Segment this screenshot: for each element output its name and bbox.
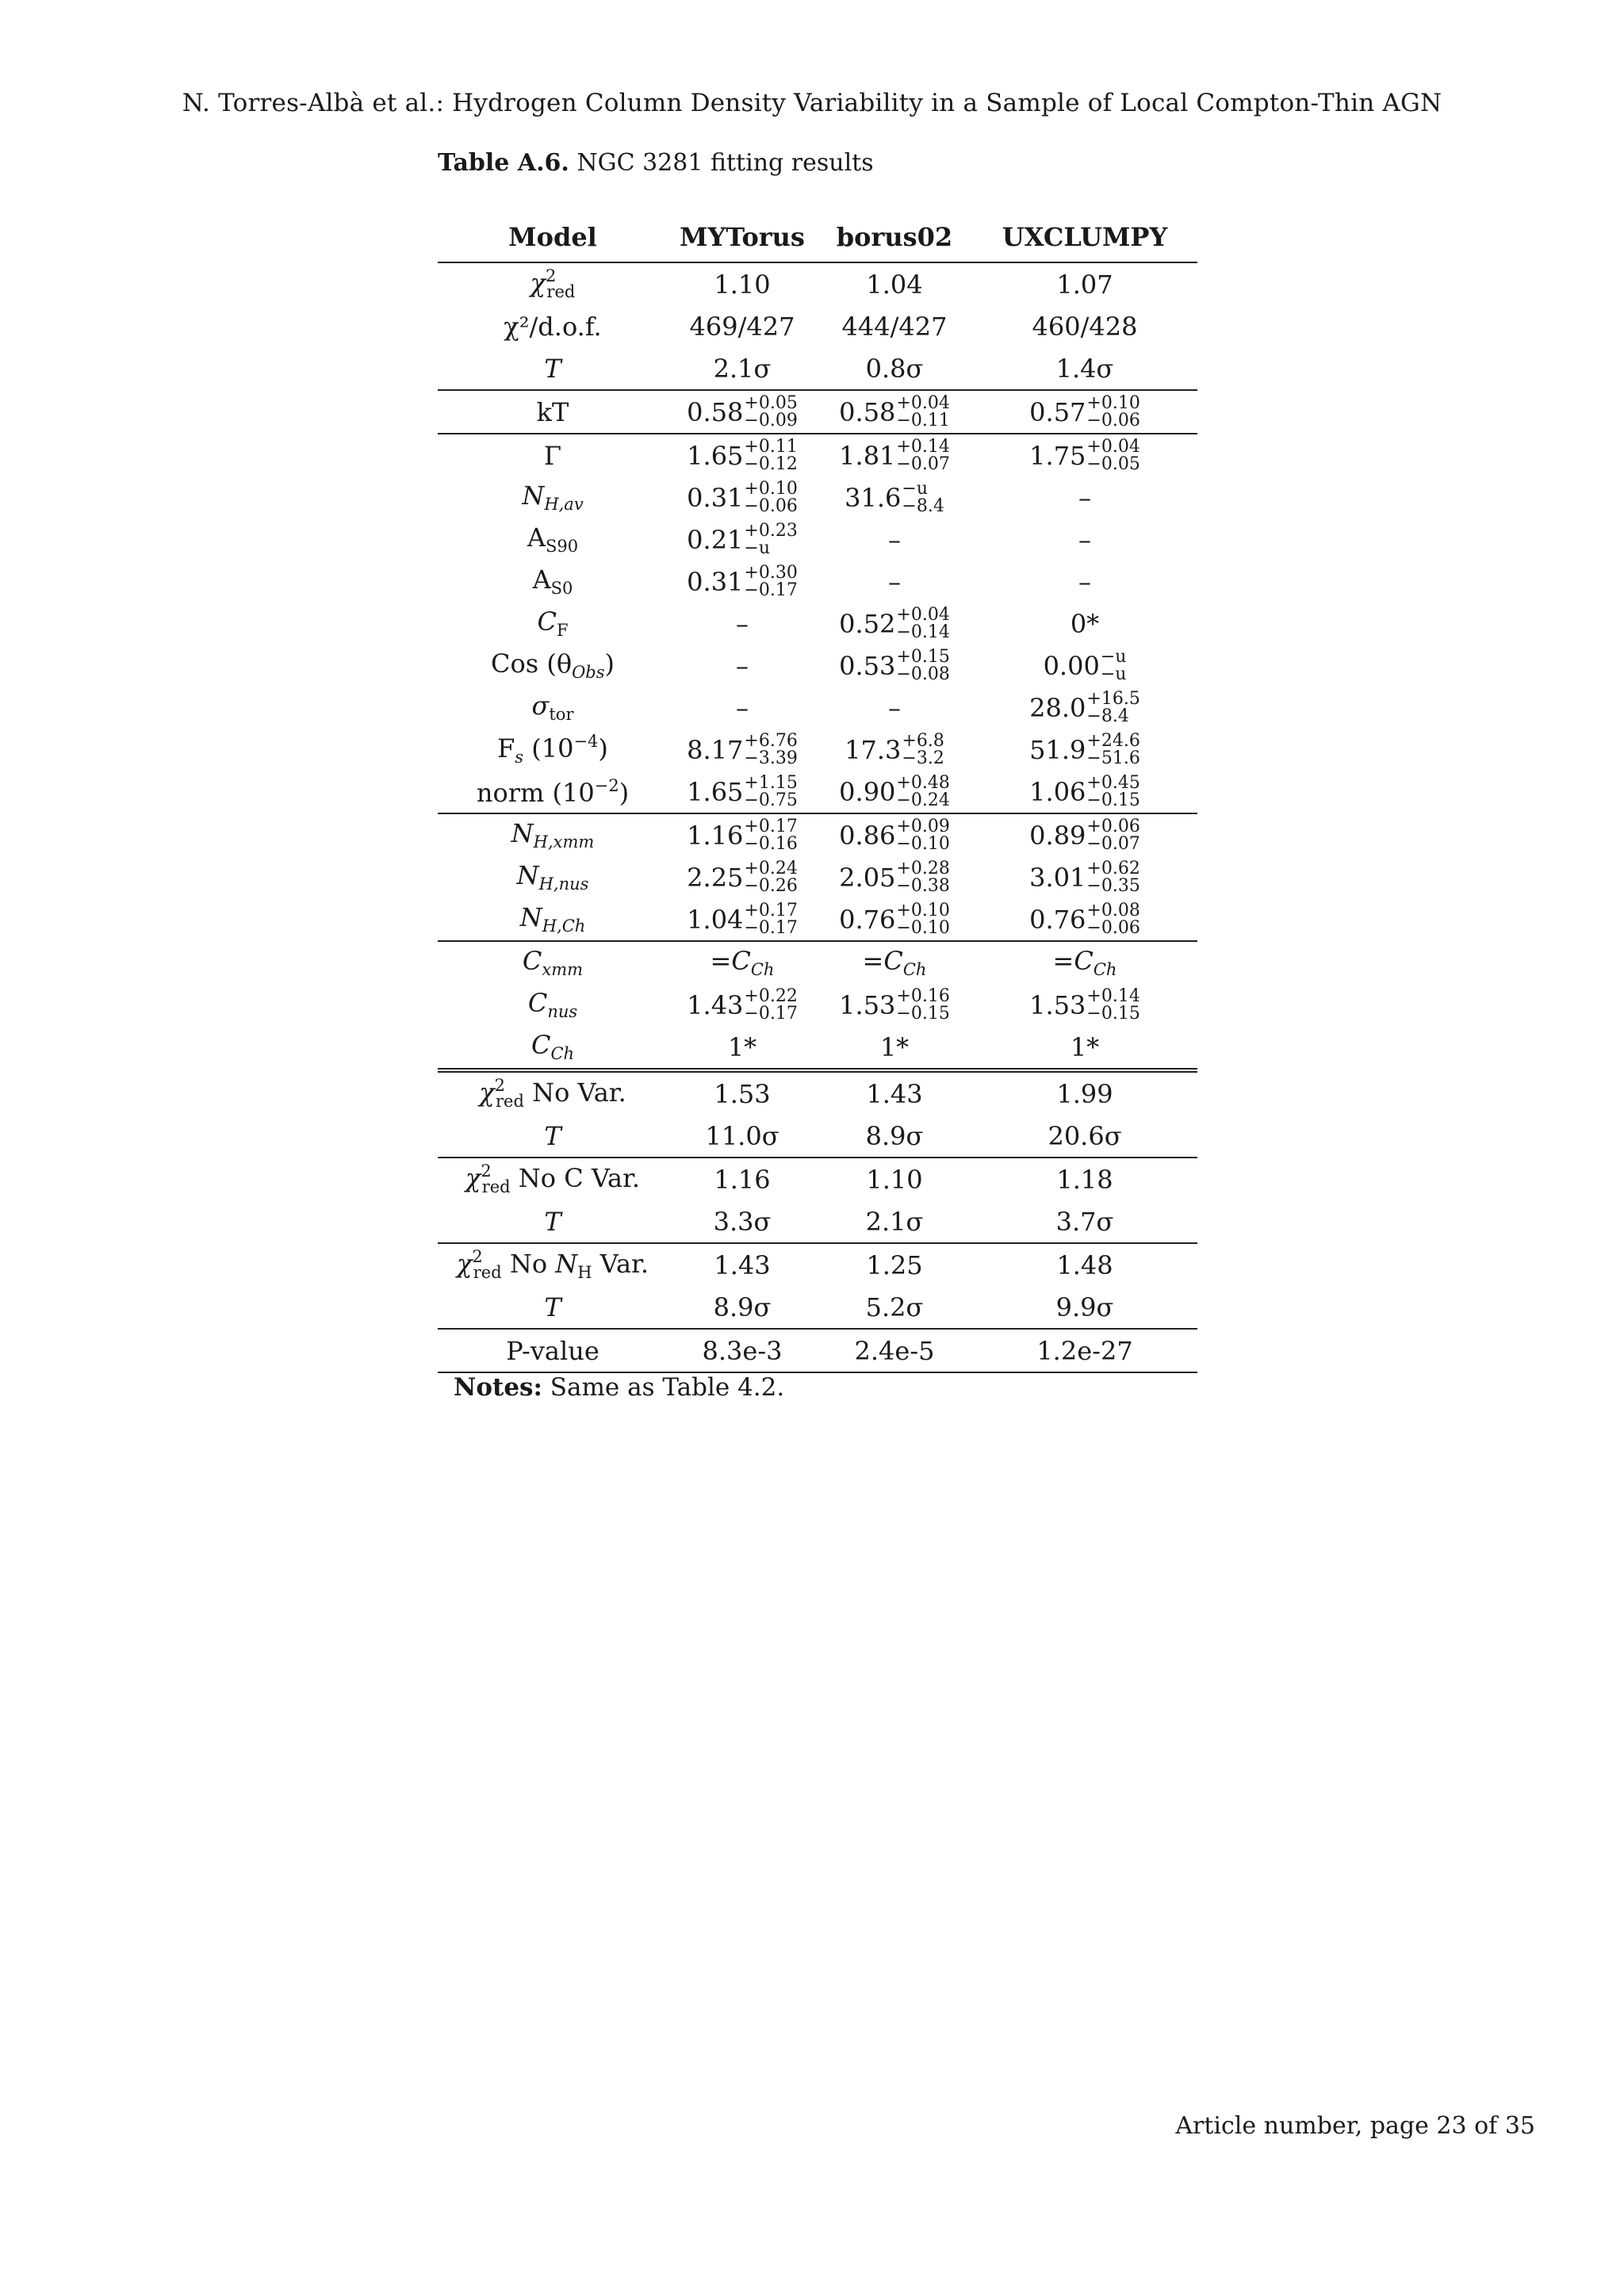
cell <box>817 729 972 771</box>
cell: 1.07 <box>1056 269 1113 300</box>
table-row <box>438 1286 1197 1329</box>
cell <box>668 898 817 941</box>
row-label: $N_{H,xmm}$ <box>438 813 668 856</box>
table-row <box>438 1026 1197 1070</box>
table-row <box>438 561 1197 603</box>
cell: 1.10 <box>714 269 771 300</box>
table-row <box>438 687 1197 729</box>
cell <box>972 771 1197 813</box>
value-with-errors: 0.21 +0.23 −u <box>687 520 798 558</box>
row-label: $\chi^2_{red}$ <box>530 266 576 301</box>
table-row <box>438 1158 1197 1200</box>
table-row <box>438 519 1197 561</box>
value-with-errors: 17.3 +6.8 −3.2 <box>845 730 944 768</box>
cell: 1.04 <box>866 269 923 300</box>
value-with-errors: 3.01 +0.62 −0.35 <box>1029 858 1140 896</box>
row-label: kT <box>438 390 668 434</box>
cell: – <box>736 650 749 681</box>
cell <box>972 813 1197 856</box>
row-label: $\sigma_{tor}$ <box>531 690 574 724</box>
row-label: $C_{xmm}$ <box>438 941 668 984</box>
cell <box>668 813 817 856</box>
cell <box>817 476 972 519</box>
cell <box>668 434 817 476</box>
cell <box>817 771 972 813</box>
cell: 1.16 <box>668 1158 817 1200</box>
table-row <box>438 771 1197 813</box>
row-label: T <box>544 1206 561 1237</box>
value-with-errors: 0.57 +0.10 −0.06 <box>1029 392 1140 430</box>
row-label: $C_F$ <box>537 606 569 640</box>
cell: 469/427 <box>689 311 795 342</box>
value-with-errors: 0.31 +0.30 −0.17 <box>687 562 798 600</box>
value-with-errors: 1.65 +1.15 −0.75 <box>687 772 798 810</box>
cell <box>817 856 972 898</box>
value-with-errors: 1.16 +0.17 −0.16 <box>687 816 798 854</box>
cell: 8.3e-3 <box>668 1329 817 1372</box>
table-row <box>438 898 1197 941</box>
cell <box>817 813 972 856</box>
value-with-errors: 0.76 +0.10 −0.10 <box>839 900 950 938</box>
cell: – <box>1078 524 1091 555</box>
table-row <box>438 941 1197 984</box>
cell <box>817 898 972 941</box>
cell <box>972 856 1197 898</box>
cell: 1.10 <box>817 1158 972 1200</box>
row-label: $C_{nus}$ <box>527 987 578 1021</box>
cell: – <box>736 608 749 639</box>
notes-label: Notes: <box>454 1373 542 1402</box>
cell: 11.0σ <box>705 1120 779 1151</box>
table-notes <box>454 1373 784 1402</box>
value-with-errors: 28.0 +16.5 −8.4 <box>1029 688 1140 726</box>
cell <box>972 687 1197 729</box>
cell <box>972 645 1197 687</box>
cell: 1.43 <box>817 1070 972 1115</box>
value-with-errors: 8.17 +6.76 −3.39 <box>687 730 798 768</box>
cell: 3.7σ <box>1055 1206 1114 1237</box>
table-row <box>438 729 1197 771</box>
value-with-errors: 2.05 +0.28 −0.38 <box>839 858 950 896</box>
cell: 1.2e-27 <box>972 1329 1197 1372</box>
value-with-errors: 0.89 +0.06 −0.07 <box>1029 816 1140 854</box>
cell: 9.9σ <box>1055 1292 1114 1322</box>
row-label: $C_{Ch}$ <box>530 1029 575 1063</box>
cell: 2.1σ <box>865 1206 924 1237</box>
cell: 3.3σ <box>713 1206 772 1237</box>
table-caption <box>438 149 874 177</box>
value-with-errors: 2.25 +0.24 −0.26 <box>687 858 798 896</box>
row-label: T <box>544 1292 561 1322</box>
cell: 2.4e-5 <box>817 1329 972 1372</box>
row-label: $A_{S90}$ <box>527 522 579 556</box>
cell: 1.43 <box>668 1243 817 1286</box>
value-with-errors: 1.53 +0.16 −0.15 <box>839 985 950 1024</box>
value-with-errors: 0.52 +0.04 −0.14 <box>839 604 950 642</box>
value-with-errors: 0.90 +0.48 −0.24 <box>839 772 950 810</box>
table-row <box>438 1243 1197 1286</box>
row-label: Γ <box>438 434 668 476</box>
cell: 8.9σ <box>713 1292 772 1322</box>
cell: 444/427 <box>841 311 948 342</box>
cell: – <box>736 692 749 723</box>
caption-label: Table A.6. <box>438 149 569 177</box>
table-row <box>438 434 1197 476</box>
cell <box>972 434 1197 476</box>
cell: 8.9σ <box>865 1120 924 1151</box>
cell: – <box>888 566 901 597</box>
cell <box>668 984 817 1026</box>
header-mytorus: MYTorus <box>668 212 817 262</box>
cell <box>972 390 1197 434</box>
value-with-errors: 0.86 +0.09 −0.10 <box>839 816 950 854</box>
table-row <box>438 305 1197 347</box>
cell <box>817 984 972 1026</box>
value-with-errors: 1.04 +0.17 −0.17 <box>687 900 798 938</box>
cell <box>668 561 817 603</box>
table-row <box>438 347 1197 390</box>
row-label: $N_{H,av}$ <box>522 480 584 514</box>
cell: 1.25 <box>817 1243 972 1286</box>
cell: – <box>888 692 901 723</box>
cell <box>817 434 972 476</box>
table-row <box>438 390 1197 434</box>
cell: 20.6σ <box>1048 1120 1122 1151</box>
value-with-errors: 0.58 +0.04 −0.11 <box>839 392 950 430</box>
row-label: $\chi^2_{red}$ No C Var. <box>438 1158 668 1200</box>
table-row <box>438 1070 1197 1115</box>
table-row <box>438 813 1197 856</box>
table-row <box>438 1329 1197 1372</box>
cell <box>668 729 817 771</box>
notes-text: Same as Table 4.2. <box>542 1373 785 1402</box>
value-with-errors: 0.76 +0.08 −0.06 <box>1029 900 1140 938</box>
header-uxclumpy: UXCLUMPY <box>972 212 1197 262</box>
row-label: norm $(10^{-2})$ <box>476 776 630 808</box>
cell: 1.53 <box>668 1070 817 1115</box>
value-with-errors: 31.6 −u −8.4 <box>845 478 944 516</box>
table-row <box>438 476 1197 519</box>
value-with-errors: 1.81 +0.14 −0.07 <box>839 436 950 474</box>
cell: 1.99 <box>972 1070 1197 1115</box>
row-label: P-value <box>438 1329 668 1372</box>
row-label: $F_s$ $(10^{-4})$ <box>497 732 608 767</box>
caption-text: NGC 3281 fitting results <box>576 149 874 177</box>
cell: $=C_{Ch}$ <box>972 941 1197 984</box>
value-with-errors: 0.00 −u −u <box>1043 646 1127 684</box>
cell <box>817 645 972 687</box>
row-label: $A_{S0}$ <box>532 564 573 598</box>
header-row <box>438 212 1197 262</box>
cell: 0* <box>1070 608 1100 639</box>
cell: 2.1σ <box>713 353 772 384</box>
cell: 1* <box>879 1031 910 1062</box>
table-row <box>438 262 1197 305</box>
row-label: $N_{H,Ch}$ <box>519 901 586 936</box>
cell <box>668 771 817 813</box>
row-label: T <box>544 353 561 384</box>
results-table <box>438 212 1197 1373</box>
cell: – <box>1078 482 1091 513</box>
row-label: χ²/d.o.f. <box>504 311 602 342</box>
cell: – <box>1078 566 1091 597</box>
cell <box>668 856 817 898</box>
cell: 5.2σ <box>865 1292 924 1322</box>
cell: $=C_{Ch}$ <box>668 941 817 984</box>
row-label: $\chi^2_{red}$ No $N_H$ Var. <box>438 1243 668 1286</box>
cell <box>972 729 1197 771</box>
value-with-errors: 0.58 +0.05 −0.09 <box>687 392 798 430</box>
page-footer: Article number, page 23 of 35 <box>1175 2112 1535 2140</box>
row-label: Cos $(\theta_{Obs})$ <box>490 648 615 682</box>
cell <box>668 519 817 561</box>
row-label: $\chi^2_{red}$ No Var. <box>438 1070 668 1115</box>
cell <box>817 603 972 645</box>
cell <box>972 898 1197 941</box>
cell: $=C_{Ch}$ <box>817 941 972 984</box>
value-with-errors: 1.75 +0.04 −0.05 <box>1029 436 1140 474</box>
value-with-errors: 1.06 +0.45 −0.15 <box>1029 772 1140 810</box>
value-with-errors: 1.65 +0.11 −0.12 <box>687 436 798 474</box>
cell: – <box>888 524 901 555</box>
cell: 0.8σ <box>865 353 924 384</box>
value-with-errors: 1.53 +0.14 −0.15 <box>1029 985 1140 1024</box>
cell <box>972 984 1197 1026</box>
cell: 1.18 <box>972 1158 1197 1200</box>
cell <box>668 390 817 434</box>
cell <box>668 476 817 519</box>
value-with-errors: 51.9 +24.6 −51.6 <box>1029 730 1140 768</box>
value-with-errors: 0.31 +0.10 −0.06 <box>687 478 798 516</box>
cell: 1* <box>727 1031 757 1062</box>
cell: 1* <box>1070 1031 1100 1062</box>
value-with-errors: 1.43 +0.22 −0.17 <box>687 985 798 1024</box>
table-row <box>438 984 1197 1026</box>
cell <box>817 390 972 434</box>
header-model: Model <box>438 212 668 262</box>
table-row <box>438 856 1197 898</box>
table-row <box>438 645 1197 687</box>
table-row <box>438 1115 1197 1158</box>
running-head: N. Torres-Albà et al.: Hydrogen Column Density Variability in a Sample of Local Compton-Thin AGN <box>182 89 1442 117</box>
header-borus02: borus02 <box>817 212 972 262</box>
value-with-errors: 0.53 +0.15 −0.08 <box>839 646 950 684</box>
row-label: $N_{H,nus}$ <box>516 859 589 894</box>
table-row <box>438 603 1197 645</box>
cell: 460/428 <box>1032 311 1138 342</box>
cell: 1.4σ <box>1055 353 1114 384</box>
row-label: T <box>544 1120 561 1151</box>
table-row <box>438 1200 1197 1243</box>
cell: 1.48 <box>972 1243 1197 1286</box>
